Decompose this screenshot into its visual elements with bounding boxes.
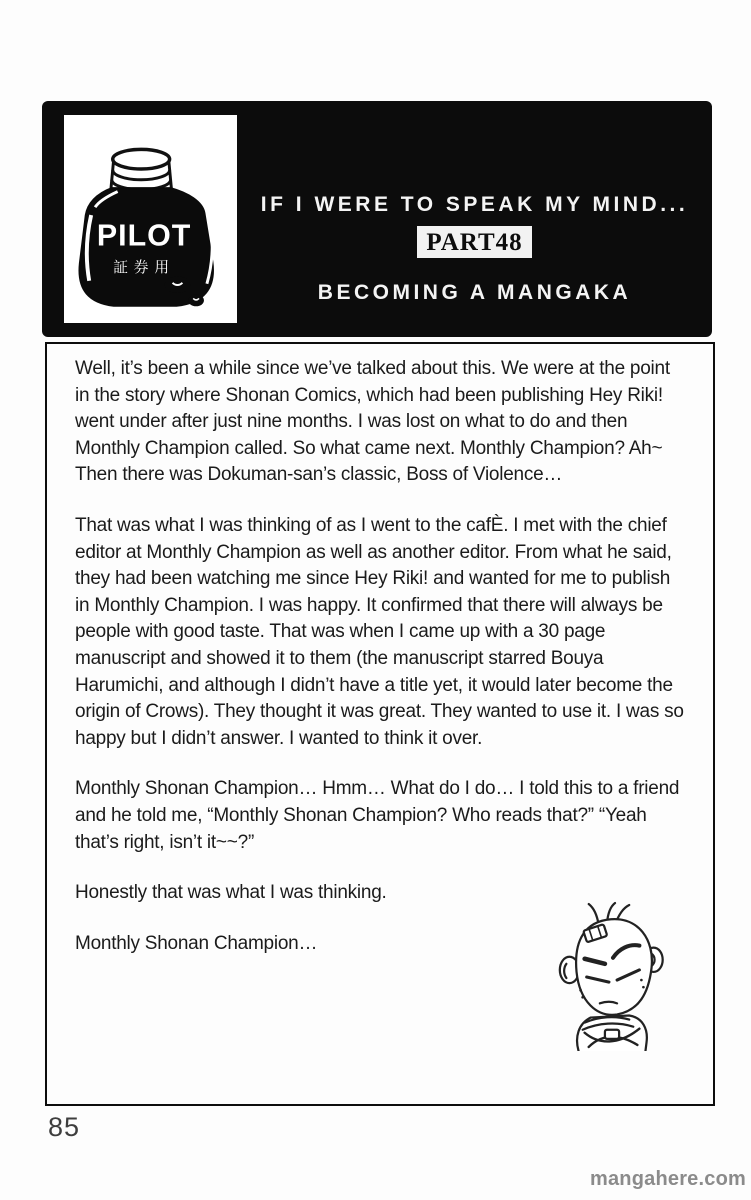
pilot-kanji-label: 証券用 <box>113 259 176 276</box>
ink-bottle-icon <box>65 116 236 322</box>
pilot-ink-logo <box>64 115 237 323</box>
paragraph: Monthly Shonan Champion… Hmm… What do I do… I told this to a friend and he told me, “Monthly Shonan Champion? Who reads that?” “Yeah that’s right, isn’t it~~?” <box>75 778 680 853</box>
page-number: 85 <box>48 1112 81 1142</box>
watermark: mangahere.com <box>590 1168 746 1190</box>
chapter-subtitle: BECOMING A MANGAKA <box>317 281 632 304</box>
pilot-brand-label: PILOT <box>96 218 192 253</box>
author-mascot-illustration <box>554 901 668 1051</box>
angry-chibi-icon <box>554 901 668 1051</box>
header-titles <box>237 101 712 337</box>
paragraph: Well, it’s been a while since we’ve talked about this. We were at the point in the story where Shonan Comics, which had been publishing Hey Riki! went under after just nine months. I was lost on what to do and then Monthly Champion called. So what came next. Monthly Champion? Ah~ Then there was Dokuman-san’s classic, Boss of Violence… <box>75 358 670 486</box>
part-number-badge: PART48 <box>417 226 531 258</box>
chapter-header <box>42 101 712 337</box>
paragraph: That was what I was thinking of as I went to the cafÈ. I met with the chief editor at Monthly Champion as well as another editor. From what he said, they had been watching me since Hey Riki! and wanted for me to publish in Monthly Champion. I was happy. It confirmed that there will always be people with good taste. That was when I came up with a 30 page manuscript and showed it to them (the manuscript starred Bouya Harumichi, and although I didn’t have a title yet, it would later become the origin of Crows). They thought it was great. They wanted to use it. I was so happy but I didn’t answer. I wanted to think it over. <box>75 514 684 749</box>
paragraph: Monthly Shonan Champion… <box>75 932 318 954</box>
paragraph: Honestly that was what I was thinking. <box>75 882 387 904</box>
column-title: IF I WERE TO SPEAK MY MIND... <box>260 193 689 216</box>
